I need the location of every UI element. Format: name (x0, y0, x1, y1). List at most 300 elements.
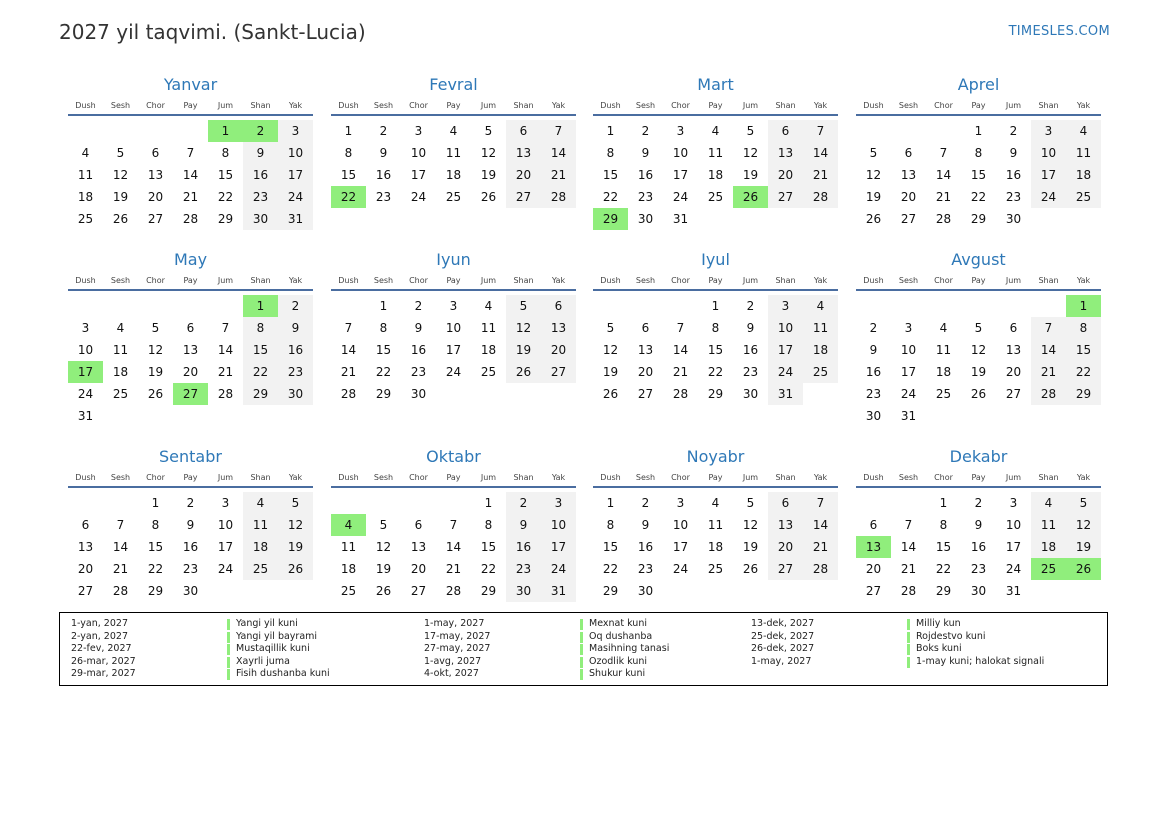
day-cell: 12 (602, 343, 619, 357)
day-cell: 19 (865, 190, 882, 204)
day-cell: 15 (480, 540, 497, 554)
day-cell: 6 (414, 518, 423, 532)
day-cell: 1 (711, 299, 720, 313)
header-rule (593, 289, 838, 291)
site-link[interactable]: TIMESLES.COM (1008, 24, 1110, 39)
day-cell: 9 (186, 518, 195, 532)
day-cell: 26 (742, 562, 759, 576)
weekday-label: Chor (934, 101, 953, 110)
day-cell: 15 (707, 343, 724, 357)
day-cell: 21 (541, 164, 576, 186)
day-cell: 19 (970, 365, 987, 379)
day-cell: 10 (541, 514, 576, 536)
empty-cell (138, 120, 173, 142)
day-cell: 12 (375, 540, 392, 554)
day-cell: 17 (1031, 164, 1066, 186)
day-cell: 18 (803, 339, 838, 361)
weekday-label: Yak (288, 473, 303, 482)
day-cell: 24 (672, 190, 689, 204)
weekday-label: Chor (146, 276, 165, 285)
weekday-label: Yak (288, 101, 303, 110)
day-cell: 4 (711, 124, 720, 138)
day-cell: 17 (1005, 540, 1022, 554)
day-cell: 12 (1066, 514, 1101, 536)
empty-cell (856, 295, 891, 317)
empty-cell (103, 295, 138, 317)
weekday-label: Shan (775, 276, 796, 285)
day-cell: 5 (278, 492, 313, 514)
empty-cell (628, 295, 663, 317)
day-cell: 1 (974, 124, 983, 138)
day-cell: 8 (939, 518, 948, 532)
day-cell: 5 (506, 295, 541, 317)
day-cell: 1 (344, 124, 353, 138)
weekday-header (593, 471, 838, 485)
day-cell: 11 (1066, 142, 1101, 164)
day-cell: 30 (865, 409, 882, 423)
holiday-name: Milliy kun (916, 618, 961, 629)
day-cell: 5 (1066, 492, 1101, 514)
day-cell: 30 (243, 208, 278, 230)
holiday-name: Shukur kuni (589, 668, 646, 679)
day-cell: 12 (865, 168, 882, 182)
holiday-name: Xayrli juma (236, 655, 290, 667)
day-cell: 22 (602, 190, 619, 204)
day-cell: 14 (803, 142, 838, 164)
header-rule (593, 486, 838, 488)
day-cell: 13 (77, 540, 94, 554)
holiday-day-cell: 2 (243, 120, 278, 142)
weekday-label: Shan (513, 473, 534, 482)
weekday-label: Shan (250, 101, 271, 110)
day-cell: 20 (1005, 365, 1022, 379)
day-cell: 23 (410, 365, 427, 379)
day-cell: 29 (970, 212, 987, 226)
day-cell: 10 (410, 146, 427, 160)
day-cell: 18 (707, 168, 724, 182)
page-title: 2027 yil taqvimi. (Sankt-Lucia) (59, 20, 366, 44)
day-cell: 17 (541, 536, 576, 558)
day-cell: 26 (278, 558, 313, 580)
day-cell: 11 (340, 540, 357, 554)
weekday-label: Dush (338, 101, 359, 110)
day-cell: 21 (182, 190, 199, 204)
day-cell: 14 (935, 168, 952, 182)
day-cell: 14 (182, 168, 199, 182)
month-avgust (856, 250, 1101, 427)
day-cell: 20 (410, 562, 427, 576)
holiday-name: Rojdestvo kuni (916, 630, 986, 642)
day-grid (331, 295, 576, 405)
day-cell: 2 (746, 299, 755, 313)
holiday-marker (907, 644, 910, 655)
weekday-label: Yak (813, 473, 828, 482)
day-cell: 10 (1031, 142, 1066, 164)
empty-cell (891, 295, 926, 317)
day-cell: 11 (935, 343, 952, 357)
empty-cell (891, 492, 926, 514)
weekday-label: Dush (863, 101, 884, 110)
day-cell: 21 (803, 536, 838, 558)
day-cell: 28 (112, 584, 129, 598)
day-cell: 4 (803, 295, 838, 317)
day-cell: 11 (243, 514, 278, 536)
weekday-label: Chor (671, 101, 690, 110)
day-cell: 2 (641, 496, 650, 510)
day-cell: 19 (506, 339, 541, 361)
day-cell: 7 (803, 492, 838, 514)
day-cell: 30 (506, 580, 541, 602)
day-cell: 18 (77, 190, 94, 204)
weekday-label: Jum (217, 473, 234, 482)
day-cell: 20 (77, 562, 94, 576)
day-cell: 23 (243, 186, 278, 208)
day-cell: 9 (974, 518, 983, 532)
holiday-marker (227, 657, 230, 668)
holiday-date: 1-may, 2027 (751, 655, 812, 667)
weekday-label: Shan (1038, 101, 1059, 110)
holiday-name: Yangi yil bayrami (236, 630, 318, 642)
weekday-label: Sesh (373, 101, 394, 110)
day-cell: 25 (445, 190, 462, 204)
day-cell: 18 (1031, 536, 1066, 558)
empty-cell (926, 295, 961, 317)
month-name: Oktabr (426, 447, 481, 466)
day-cell: 3 (904, 321, 913, 335)
day-cell: 21 (672, 365, 689, 379)
holiday-marker (580, 619, 583, 630)
month-iyul (593, 250, 838, 405)
weekday-label: Chor (409, 473, 428, 482)
weekday-label: Jum (480, 101, 497, 110)
day-cell: 30 (1005, 212, 1022, 226)
day-cell: 13 (147, 168, 164, 182)
weekday-label: Sesh (373, 276, 394, 285)
day-cell: 22 (217, 190, 234, 204)
holiday-date: 22-fev, 2027 (71, 643, 132, 654)
weekday-label: Jum (742, 276, 759, 285)
weekday-label: Yak (813, 101, 828, 110)
day-cell: 27 (541, 361, 576, 383)
day-cell: 28 (217, 387, 234, 401)
header-rule (68, 289, 313, 291)
day-cell: 14 (1031, 339, 1066, 361)
day-cell: 9 (414, 321, 423, 335)
day-cell: 2 (869, 321, 878, 335)
day-cell: 18 (1066, 164, 1101, 186)
day-cell: 20 (637, 365, 654, 379)
holiday-name: Oq dushanba (589, 630, 653, 642)
day-cell: 4 (711, 496, 720, 510)
day-cell: 19 (147, 365, 164, 379)
day-cell: 16 (410, 343, 427, 357)
holiday-date: 1-yan, 2027 (71, 618, 128, 629)
day-cell: 7 (803, 120, 838, 142)
day-cell: 9 (641, 518, 650, 532)
day-cell: 22 (970, 190, 987, 204)
day-cell: 14 (217, 343, 234, 357)
weekday-label: Yak (1076, 101, 1091, 110)
day-cell: 21 (900, 562, 917, 576)
holiday-date: 29-mar, 2027 (71, 668, 136, 679)
weekday-label: Sesh (110, 473, 131, 482)
month-aprel (856, 75, 1101, 230)
day-cell: 8 (221, 146, 230, 160)
day-cell: 25 (1066, 186, 1101, 208)
day-cell: 12 (742, 518, 759, 532)
day-cell: 10 (217, 518, 234, 532)
day-cell: 15 (147, 540, 164, 554)
day-cell: 9 (869, 343, 878, 357)
weekday-label: Dush (600, 101, 621, 110)
day-cell: 16 (278, 339, 313, 361)
holiday-marker (580, 669, 583, 680)
day-cell: 14 (112, 540, 129, 554)
weekday-header (331, 274, 576, 288)
day-cell: 27 (410, 584, 427, 598)
day-cell: 2 (506, 492, 541, 514)
day-cell: 18 (445, 168, 462, 182)
day-cell: 20 (865, 562, 882, 576)
weekday-header (331, 471, 576, 485)
day-cell: 26 (112, 212, 129, 226)
day-cell: 19 (602, 365, 619, 379)
day-cell: 3 (278, 120, 313, 142)
holiday-name: Mexnat kuni (589, 618, 647, 629)
day-cell: 21 (1031, 361, 1066, 383)
day-cell: 31 (541, 580, 576, 602)
weekday-label: Chor (146, 473, 165, 482)
holiday-name: Ozodlik kuni (589, 655, 647, 667)
day-cell: 3 (81, 321, 90, 335)
weekday-label: Jum (217, 276, 234, 285)
holiday-marker (227, 644, 230, 655)
day-cell: 28 (182, 212, 199, 226)
day-cell: 27 (147, 212, 164, 226)
day-cell: 27 (865, 584, 882, 598)
holiday-name: Yangi yil kuni (236, 618, 298, 629)
day-cell: 9 (746, 321, 755, 335)
day-cell: 7 (449, 518, 458, 532)
day-cell: 12 (112, 168, 129, 182)
weekday-label: Dush (75, 276, 96, 285)
day-cell: 9 (379, 146, 388, 160)
weekday-label: Chor (934, 473, 953, 482)
weekday-label: Chor (146, 101, 165, 110)
weekday-label: Jum (1005, 101, 1022, 110)
day-cell: 26 (375, 584, 392, 598)
day-cell: 15 (243, 339, 278, 361)
day-cell: 6 (904, 146, 913, 160)
holiday-name: 1-may kuni; halokat signali (916, 655, 1045, 667)
day-cell: 7 (904, 518, 913, 532)
day-cell: 29 (935, 584, 952, 598)
day-cell: 9 (506, 514, 541, 536)
header-rule (331, 114, 576, 116)
day-grid (856, 295, 1101, 427)
holiday-marker (227, 619, 230, 630)
empty-cell (331, 295, 366, 317)
month-iyun (331, 250, 576, 405)
month-oktabr (331, 447, 576, 602)
weekday-label: Shan (775, 473, 796, 482)
day-cell: 11 (480, 321, 497, 335)
day-cell: 29 (147, 584, 164, 598)
day-cell: 17 (672, 168, 689, 182)
day-cell: 15 (602, 168, 619, 182)
day-cell: 12 (480, 146, 497, 160)
day-cell: 7 (221, 321, 230, 335)
day-cell: 22 (935, 562, 952, 576)
day-cell: 20 (768, 164, 803, 186)
empty-cell (103, 120, 138, 142)
holiday-marker (907, 657, 910, 668)
day-cell: 3 (1031, 120, 1066, 142)
day-cell: 26 (147, 387, 164, 401)
day-cell: 23 (278, 361, 313, 383)
day-cell: 18 (243, 536, 278, 558)
weekday-label: Shan (250, 473, 271, 482)
weekday-label: Dush (600, 276, 621, 285)
empty-cell (961, 295, 996, 317)
day-cell: 17 (410, 168, 427, 182)
weekday-label: Jum (217, 101, 234, 110)
month-name: Noyabr (686, 447, 745, 466)
day-grid (68, 492, 313, 602)
weekday-header (856, 471, 1101, 485)
day-cell: 16 (1005, 168, 1022, 182)
weekday-label: Pay (708, 473, 723, 482)
day-cell: 22 (375, 365, 392, 379)
day-cell: 13 (768, 142, 803, 164)
empty-cell (173, 295, 208, 317)
day-cell: 8 (606, 518, 615, 532)
day-cell: 30 (410, 387, 427, 401)
holiday-date: 4-okt, 2027 (424, 668, 479, 679)
holiday-date: 13-dek, 2027 (751, 618, 815, 629)
day-cell: 5 (116, 146, 125, 160)
weekday-label: Shan (1038, 276, 1059, 285)
weekday-header (68, 99, 313, 113)
day-cell: 15 (935, 540, 952, 554)
holiday-day-cell: 29 (593, 208, 628, 230)
holiday-name: Masihning tanasi (589, 643, 670, 654)
day-cell: 24 (900, 387, 917, 401)
day-cell: 1 (151, 496, 160, 510)
day-cell: 11 (803, 317, 838, 339)
day-grid (593, 295, 838, 405)
day-cell: 15 (970, 168, 987, 182)
day-cell: 23 (182, 562, 199, 576)
day-cell: 6 (81, 518, 90, 532)
day-cell: 17 (278, 164, 313, 186)
weekday-header (331, 99, 576, 113)
month-name: Yanvar (163, 75, 218, 94)
day-cell: 13 (541, 317, 576, 339)
day-cell: 3 (676, 124, 685, 138)
holiday-day-cell: 13 (856, 536, 891, 558)
day-cell: 27 (77, 584, 94, 598)
day-cell: 19 (278, 536, 313, 558)
day-cell: 31 (900, 409, 917, 423)
empty-cell (68, 295, 103, 317)
day-cell: 15 (375, 343, 392, 357)
day-cell: 29 (217, 212, 234, 226)
weekday-label: Dush (338, 473, 359, 482)
day-cell: 23 (637, 190, 654, 204)
day-cell: 10 (672, 518, 689, 532)
day-cell: 11 (445, 146, 462, 160)
day-cell: 6 (641, 321, 650, 335)
weekday-label: Dush (863, 276, 884, 285)
day-cell: 29 (707, 387, 724, 401)
day-cell: 30 (742, 387, 759, 401)
day-cell: 24 (410, 190, 427, 204)
day-cell: 24 (77, 387, 94, 401)
day-cell: 4 (116, 321, 125, 335)
holiday-marker (580, 632, 583, 643)
day-cell: 21 (935, 190, 952, 204)
day-cell: 15 (602, 540, 619, 554)
weekday-label: Dush (863, 473, 884, 482)
holiday-date: 26-dek, 2027 (751, 643, 815, 654)
day-cell: 30 (637, 212, 654, 226)
day-cell: 10 (445, 321, 462, 335)
weekday-label: Jum (742, 473, 759, 482)
day-cell: 8 (243, 317, 278, 339)
day-cell: 10 (77, 343, 94, 357)
day-cell: 13 (768, 514, 803, 536)
day-cell: 16 (865, 365, 882, 379)
month-name: Dekabr (949, 447, 1008, 466)
day-cell: 14 (445, 540, 462, 554)
day-cell: 9 (1009, 146, 1018, 160)
holiday-day-cell: 22 (331, 186, 366, 208)
weekday-label: Pay (183, 276, 198, 285)
weekday-label: Chor (934, 276, 953, 285)
weekday-header (68, 274, 313, 288)
day-cell: 29 (243, 383, 278, 405)
day-cell: 24 (768, 361, 803, 383)
month-may (68, 250, 313, 427)
weekday-label: Dush (338, 276, 359, 285)
day-cell: 12 (147, 343, 164, 357)
day-cell: 6 (869, 518, 878, 532)
day-grid (68, 295, 313, 427)
header-rule (856, 486, 1101, 488)
day-cell: 16 (742, 343, 759, 357)
day-cell: 26 (602, 387, 619, 401)
day-cell: 17 (768, 339, 803, 361)
header-rule (68, 486, 313, 488)
day-cell: 10 (278, 142, 313, 164)
weekday-label: Dush (600, 473, 621, 482)
day-cell: 23 (865, 387, 882, 401)
weekday-header (68, 471, 313, 485)
holiday-legend (59, 612, 1108, 686)
weekday-label: Pay (446, 473, 461, 482)
day-cell: 18 (112, 365, 129, 379)
holiday-date: 27-may, 2027 (424, 643, 491, 654)
day-grid (68, 120, 313, 230)
day-cell: 25 (77, 212, 94, 226)
day-cell: 26 (970, 387, 987, 401)
day-cell: 18 (480, 343, 497, 357)
day-cell: 11 (707, 146, 724, 160)
weekday-label: Yak (1076, 473, 1091, 482)
weekday-label: Pay (183, 101, 198, 110)
day-cell: 12 (278, 514, 313, 536)
